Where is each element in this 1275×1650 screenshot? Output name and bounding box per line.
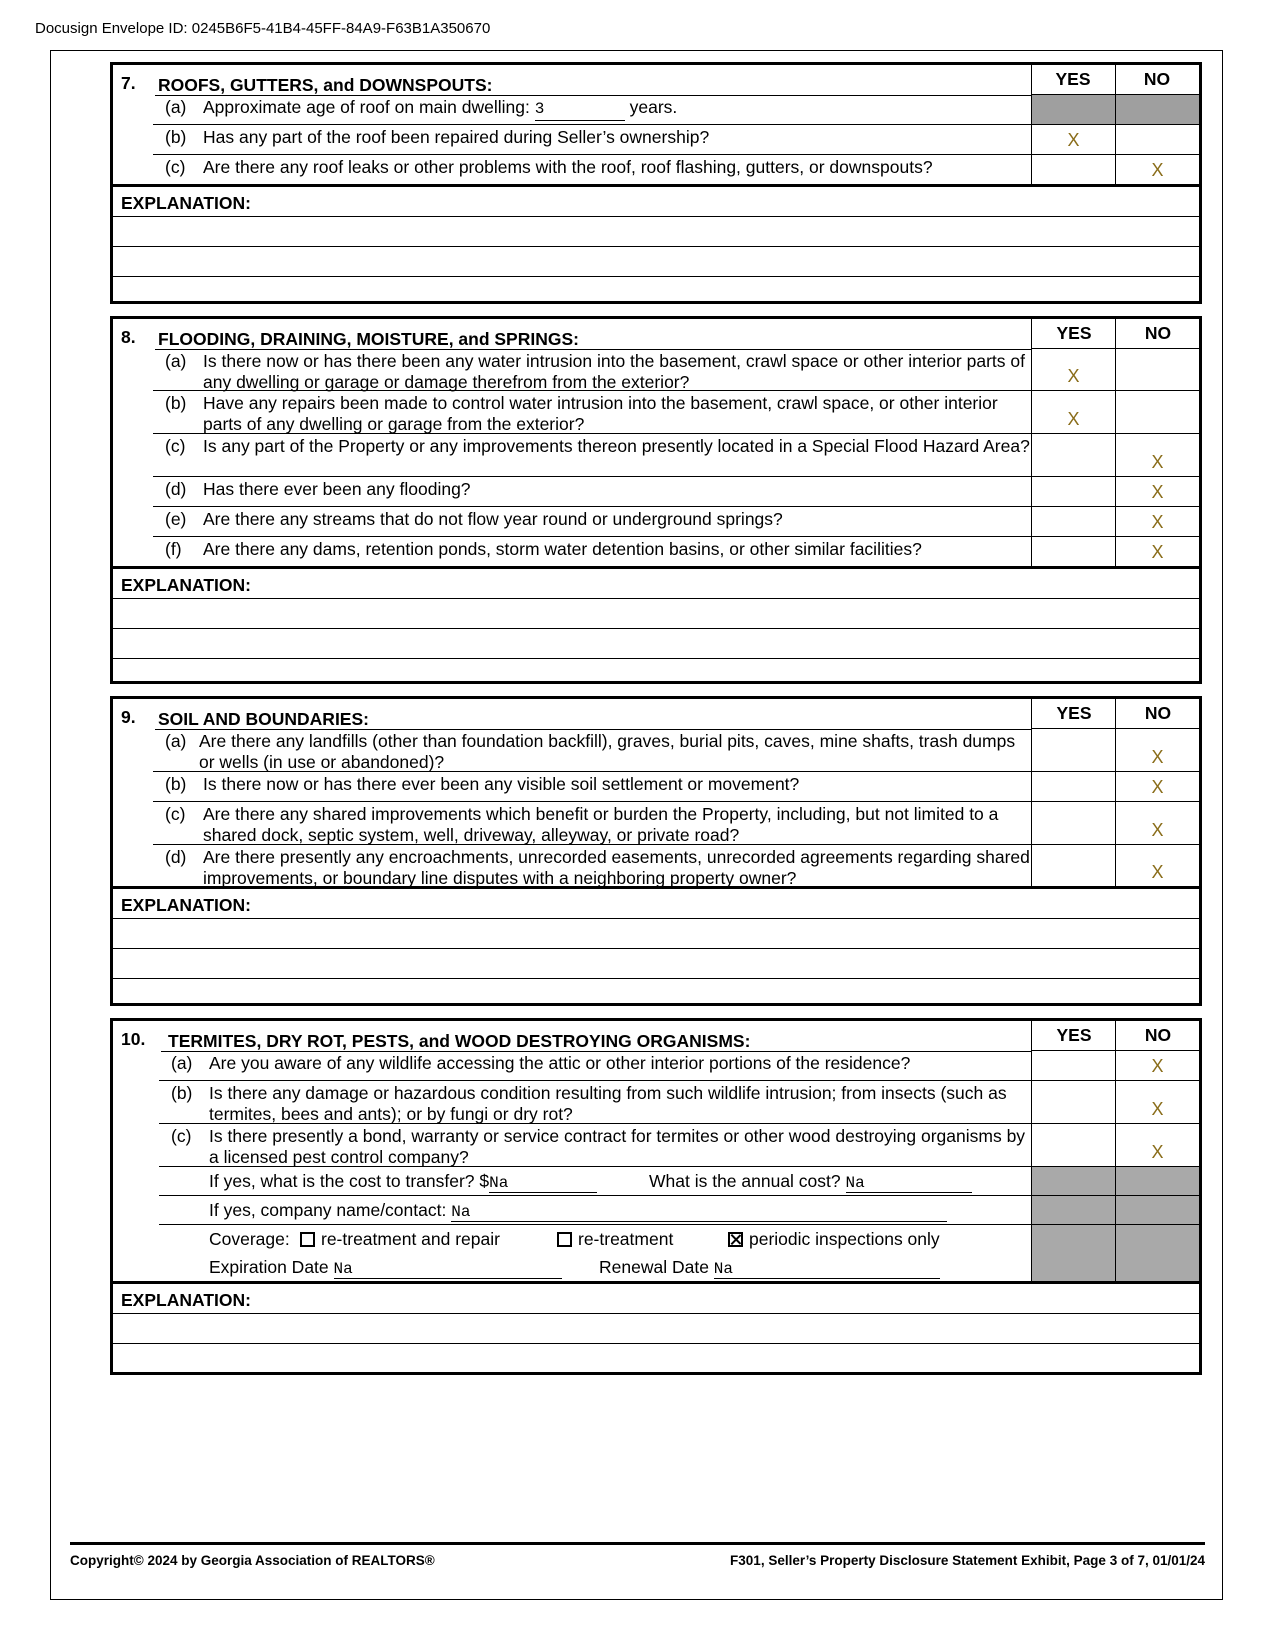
x-mark: X — [1151, 482, 1164, 502]
question-8b: (b) Have any repairs been made to control water intrusion into the basement, crawl space, or other interior parts of any dwelling or garage from the exterior? X — [153, 391, 1199, 434]
explanation-label: EXPLANATION: — [121, 895, 251, 915]
explanation-line[interactable] — [113, 1314, 1199, 1344]
x-mark: X — [1151, 542, 1164, 562]
x-mark: X — [1151, 777, 1164, 797]
yes-answer-cell[interactable] — [1031, 507, 1115, 536]
dates-row: Expiration Date Na Renewal Date Na — [113, 1253, 1199, 1284]
question-10b: (b) Is there any damage or hazardous condition resulting from such wildlife intrusion; from insects (such as termites, bees and ants); or by fungi or dry rot? X — [159, 1081, 1199, 1124]
no-answer-cell[interactable] — [1115, 537, 1199, 566]
explanation-label: EXPLANATION: — [121, 1290, 251, 1310]
yes-column-header: YES — [1055, 69, 1091, 89]
x-mark: X — [1151, 452, 1164, 472]
x-mark: X — [1067, 409, 1080, 429]
question-8f: (f) Are there any dams, retention ponds, storm water detention basins, or other similar facilities? X — [113, 537, 1199, 569]
question-8a: (a) Is there now or has there been any water intrusion into the basement, crawl space or other interior parts of any dwelling or garage or damage therefrom from the exterior? X — [153, 349, 1199, 391]
question-7a: (a) Approximate age of roof on main dwelling: 3 years. — [153, 95, 1199, 125]
no-answer-cell[interactable] — [1115, 155, 1199, 184]
no-answer-cell[interactable] — [1115, 802, 1199, 844]
question-8d: (d) Has there ever been any flooding? X — [153, 477, 1199, 507]
x-mark: X — [1151, 862, 1164, 882]
question-7b: (b) Has any part of the roof been repaired during Seller’s ownership? X — [153, 125, 1199, 155]
x-mark: X — [1067, 366, 1080, 386]
question-10a: (a) Are you aware of any wildlife accessing the attic or other interior portions of the residence? X — [159, 1051, 1199, 1081]
x-mark: X — [1151, 160, 1164, 180]
x-mark: X — [1067, 130, 1080, 150]
coverage-option-periodic[interactable]: periodic inspections only — [728, 1229, 940, 1250]
yes-answer-cell[interactable] — [1031, 477, 1115, 506]
no-answer-cell[interactable] — [1115, 845, 1199, 886]
yes-column-header: YES — [1056, 1025, 1092, 1045]
checkbox-icon — [300, 1232, 315, 1247]
yes-answer-cell[interactable] — [1031, 537, 1115, 566]
checkbox-icon — [557, 1232, 572, 1247]
question-8e: (e) Are there any streams that do not flow year round or underground springs? X — [153, 507, 1199, 537]
explanation-label: EXPLANATION: — [121, 575, 251, 595]
section-title: ROOFS, GUTTERS, and DOWNSPOUTS: — [158, 75, 493, 95]
coverage-option-retreatment[interactable]: re-treatment — [557, 1229, 673, 1250]
x-mark: X — [1151, 1056, 1164, 1076]
question-9a: (a) Are there any landfills (other than foundation backfill), graves, burial pits, caves, mine shafts, trash dumps or wells (in use or abandoned)? X — [153, 729, 1199, 772]
section-title: TERMITES, DRY ROT, PESTS, and WOOD DESTROYING ORGANISMS: — [168, 1031, 751, 1051]
yes-answer-cell[interactable] — [1031, 772, 1115, 801]
section-8-flooding — [110, 316, 1202, 684]
x-mark: X — [1151, 747, 1164, 767]
yes-answer-cell[interactable] — [1031, 125, 1115, 154]
explanation-line[interactable] — [113, 1344, 1199, 1372]
yes-answer-cell[interactable] — [1031, 729, 1115, 771]
coverage-label: Coverage: — [209, 1229, 290, 1249]
renewal-date-field[interactable]: Na — [714, 1257, 940, 1279]
question-9c: (c) Are there any shared improvements which benefit or burden the Property, including, but not limited to a shared dock, septic system, well, driveway, alleyway, or private road? X — [153, 802, 1199, 845]
question-9d: (d) Are there presently any encroachments, unrecorded easements, unrecorded agreements regarding shared improvements, or boundary line disputes with a neighboring property owner? X — [113, 845, 1199, 889]
yes-answer-cell[interactable] — [1031, 1081, 1115, 1123]
explanation-line[interactable] — [113, 629, 1199, 659]
no-answer-cell[interactable] — [1115, 772, 1199, 801]
form-reference: F301, Seller’s Property Disclosure Statement Exhibit, Page 3 of 7, 01/01/24 — [730, 1553, 1205, 1568]
question-10c: (c) Is there presently a bond, warranty or service contract for termites or other wood destroying organisms by a licensed pest control company? X — [159, 1124, 1199, 1167]
section-number: 7. — [121, 73, 136, 93]
explanation-line[interactable] — [113, 979, 1199, 1003]
yes-column-header: YES — [1056, 703, 1092, 723]
expiration-date-field[interactable]: Na — [334, 1257, 562, 1279]
company-contact-field[interactable]: Na — [451, 1200, 947, 1222]
no-answer-cell[interactable] — [1115, 349, 1199, 390]
section-9-soil — [110, 696, 1202, 1006]
section-title: SOIL AND BOUNDARIES: — [158, 709, 369, 729]
yes-answer-cell[interactable] — [1031, 1051, 1115, 1080]
coverage-option-retreatment-repair[interactable]: re-treatment and repair — [300, 1229, 500, 1250]
no-answer-cell[interactable] — [1115, 477, 1199, 506]
yes-answer-cell[interactable] — [1031, 845, 1115, 886]
no-answer-cell[interactable] — [1115, 125, 1199, 154]
explanation-line[interactable] — [113, 599, 1199, 629]
explanation-line[interactable] — [113, 217, 1199, 247]
checked-checkbox-icon — [728, 1232, 743, 1247]
explanation-label: EXPLANATION: — [121, 193, 251, 213]
no-column-header: NO — [1144, 703, 1172, 723]
x-mark: X — [1151, 820, 1164, 840]
no-answer-cell[interactable] — [1115, 434, 1199, 476]
x-mark: X — [1151, 512, 1164, 532]
no-answer-cell[interactable] — [1115, 1124, 1199, 1166]
roof-age-field[interactable]: 3 — [535, 97, 625, 121]
explanation-line[interactable] — [113, 247, 1199, 277]
copyright-text: Copyright© 2024 by Georgia Association of REALTORS® — [70, 1553, 435, 1568]
footer — [70, 1542, 1205, 1568]
no-column-header: NO — [1144, 1025, 1172, 1045]
x-mark: X — [1151, 1142, 1164, 1162]
no-column-header: NO — [1144, 323, 1172, 343]
yes-answer-cell[interactable] — [1031, 434, 1115, 476]
section-10-termites — [110, 1018, 1202, 1375]
section-7-roofs — [110, 62, 1202, 304]
explanation-line[interactable] — [113, 659, 1199, 681]
yes-answer-cell[interactable] — [1031, 155, 1115, 184]
company-row: If yes, company name/contact: Na — [159, 1196, 1199, 1225]
yes-answer-cell[interactable] — [1031, 391, 1115, 433]
no-answer-cell[interactable] — [1115, 729, 1199, 771]
no-answer-cell[interactable] — [1115, 391, 1199, 433]
yes-answer-cell[interactable] — [1031, 802, 1115, 844]
section-title: FLOODING, DRAINING, MOISTURE, and SPRINGS: — [158, 329, 579, 349]
yes-answer-cell[interactable] — [1031, 349, 1115, 390]
section-number: 10. — [121, 1029, 146, 1049]
section-number: 8. — [121, 327, 136, 347]
question-9b: (b) Is there now or has there ever been any visible soil settlement or movement? X — [153, 772, 1199, 802]
annual-cost-field[interactable]: Na — [846, 1171, 972, 1193]
yes-column-header: YES — [1056, 323, 1092, 343]
no-answer-cell[interactable] — [1115, 1051, 1199, 1080]
question-8c: (c) Is any part of the Property or any improvements thereon presently located in a Special Flood Hazard Area? X — [153, 434, 1199, 477]
explanation-line[interactable] — [113, 277, 1199, 301]
x-mark: X — [1151, 1099, 1164, 1119]
no-answer-cell[interactable] — [1115, 1081, 1199, 1123]
envelope-id: Docusign Envelope ID: 0245B6F5-41B4-45FF-84A9-F63B1A350670 — [35, 20, 491, 37]
question-7c: (c) Are there any roof leaks or other problems with the roof, roof flashing, gutters, or downspouts? X — [113, 155, 1199, 187]
yes-answer-cell[interactable] — [1031, 1124, 1115, 1166]
section-number: 9. — [121, 707, 136, 727]
no-answer-cell[interactable] — [1115, 507, 1199, 536]
transfer-cost-field[interactable]: Na — [489, 1171, 597, 1193]
no-column-header: NO — [1143, 69, 1171, 89]
explanation-line[interactable] — [113, 919, 1199, 949]
explanation-line[interactable] — [113, 949, 1199, 979]
cost-row: If yes, what is the cost to transfer? $Na What is the annual cost? Na — [159, 1167, 1199, 1196]
coverage-row — [159, 1225, 1199, 1253]
